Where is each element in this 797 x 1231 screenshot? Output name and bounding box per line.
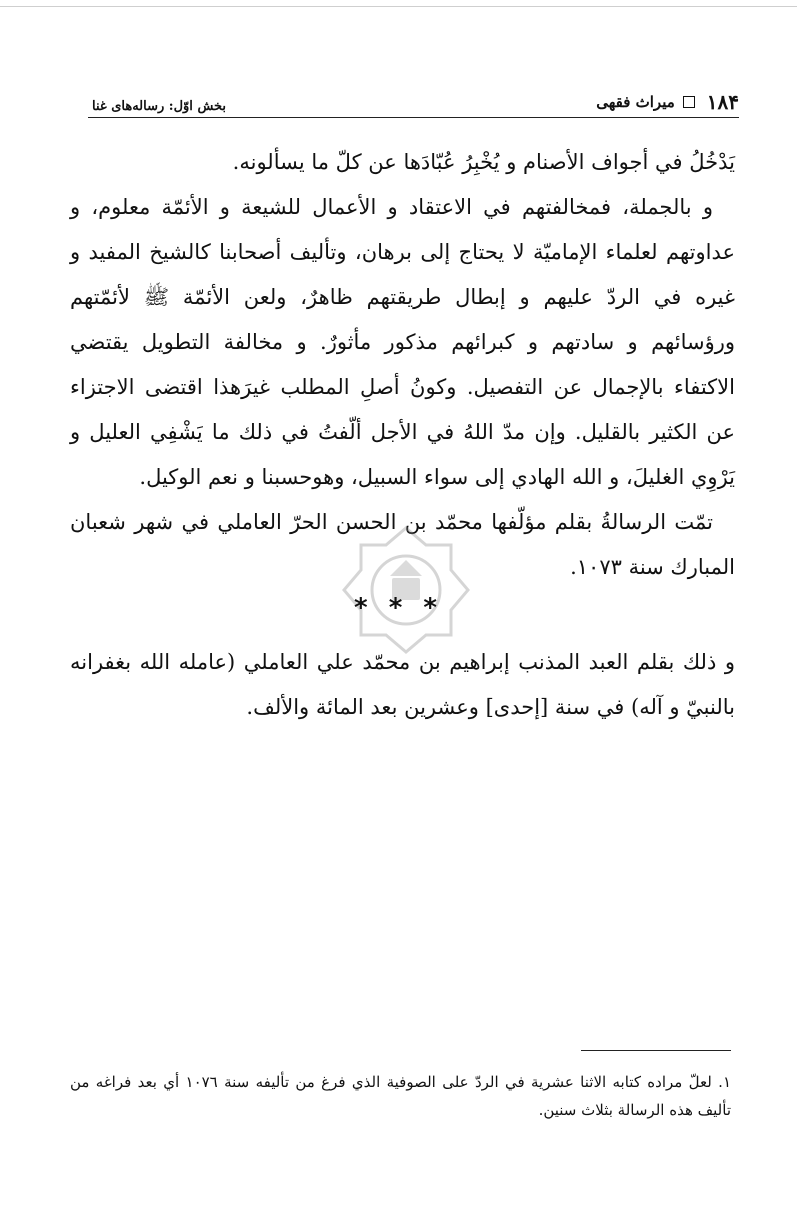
footnote-text: ١. لعلّ مراده كتابه الاثنا عشرية في الردّ على الصوفية الذي فرغ من تأليفه سنة ١٠٧٦ أي بعد فراغه من تأليف هذه الرسالة بثلاث سنين. <box>70 1073 731 1119</box>
book-title: میراث فقهی <box>596 93 675 111</box>
header-rule <box>88 117 739 118</box>
paragraph: و بالجملة، فمخالفتهم في الاعتقاد و الأعمال للشيعة و الأئمّة معلوم، و عداوتهم لعلماء الإماميّة لا يحتاج إلى برهان، وتأليف أصحابنا كالشيخ المفيد و غيره في الردّ عليهم و إبطال طريقتهم ظاهرٌ، ولعن الأئمّة ﷺ لأئمّتهم ورؤسائهم و سادتهم و كبرائهم مذكور مأثورٌ. و مخالفة التطويل يقتضي الاكتفاء بالإجمال عن التفصيل. وكونُ أصلِ المطلب غيرَهذا اقتضى الاجتزاء عن الكثير بالقليل. وإن مدّ اللهُ في الأجل ألّفتُ في ذلك ما يَشْفِي العليل و يَرْوِي الغليلَ، و الله الهادي إلى سواء السبيل، وهوحسبنا و نعم الوكيل. <box>70 195 735 489</box>
colophon <box>70 640 735 730</box>
footnote <box>70 1068 731 1124</box>
section-title: بخش اوّل: رساله‌های غنا <box>92 99 227 114</box>
page-number: ۱۸۴ <box>706 90 739 114</box>
top-border <box>0 0 797 7</box>
library-seal-icon <box>336 520 476 660</box>
footnote-rule <box>581 1050 731 1051</box>
square-ornament-icon <box>683 96 695 108</box>
header-right <box>596 90 739 114</box>
paragraph: تمّت الرسالةُ بقلم مؤلّفها محمّد بن الحسن الحرّ العاملي في شهر شعبان المبارك سنة ١٠٧٣. <box>70 510 735 579</box>
paragraph: يَدْخُلُ في أجواف الأصنام و يُخْبِرُ عُبّادَها عن كلّ ما يسألونه. <box>232 150 735 174</box>
section-separator: * * * <box>354 593 443 623</box>
colophon-text: و ذلك بقلم العبد المذنب إبراهيم بن محمّد علي العاملي (عامله الله بغفرانه بالنبيّ و آله) في سنة [إحدى] وعشرين بعد المائة والألف. <box>70 650 735 719</box>
running-header <box>92 88 739 114</box>
